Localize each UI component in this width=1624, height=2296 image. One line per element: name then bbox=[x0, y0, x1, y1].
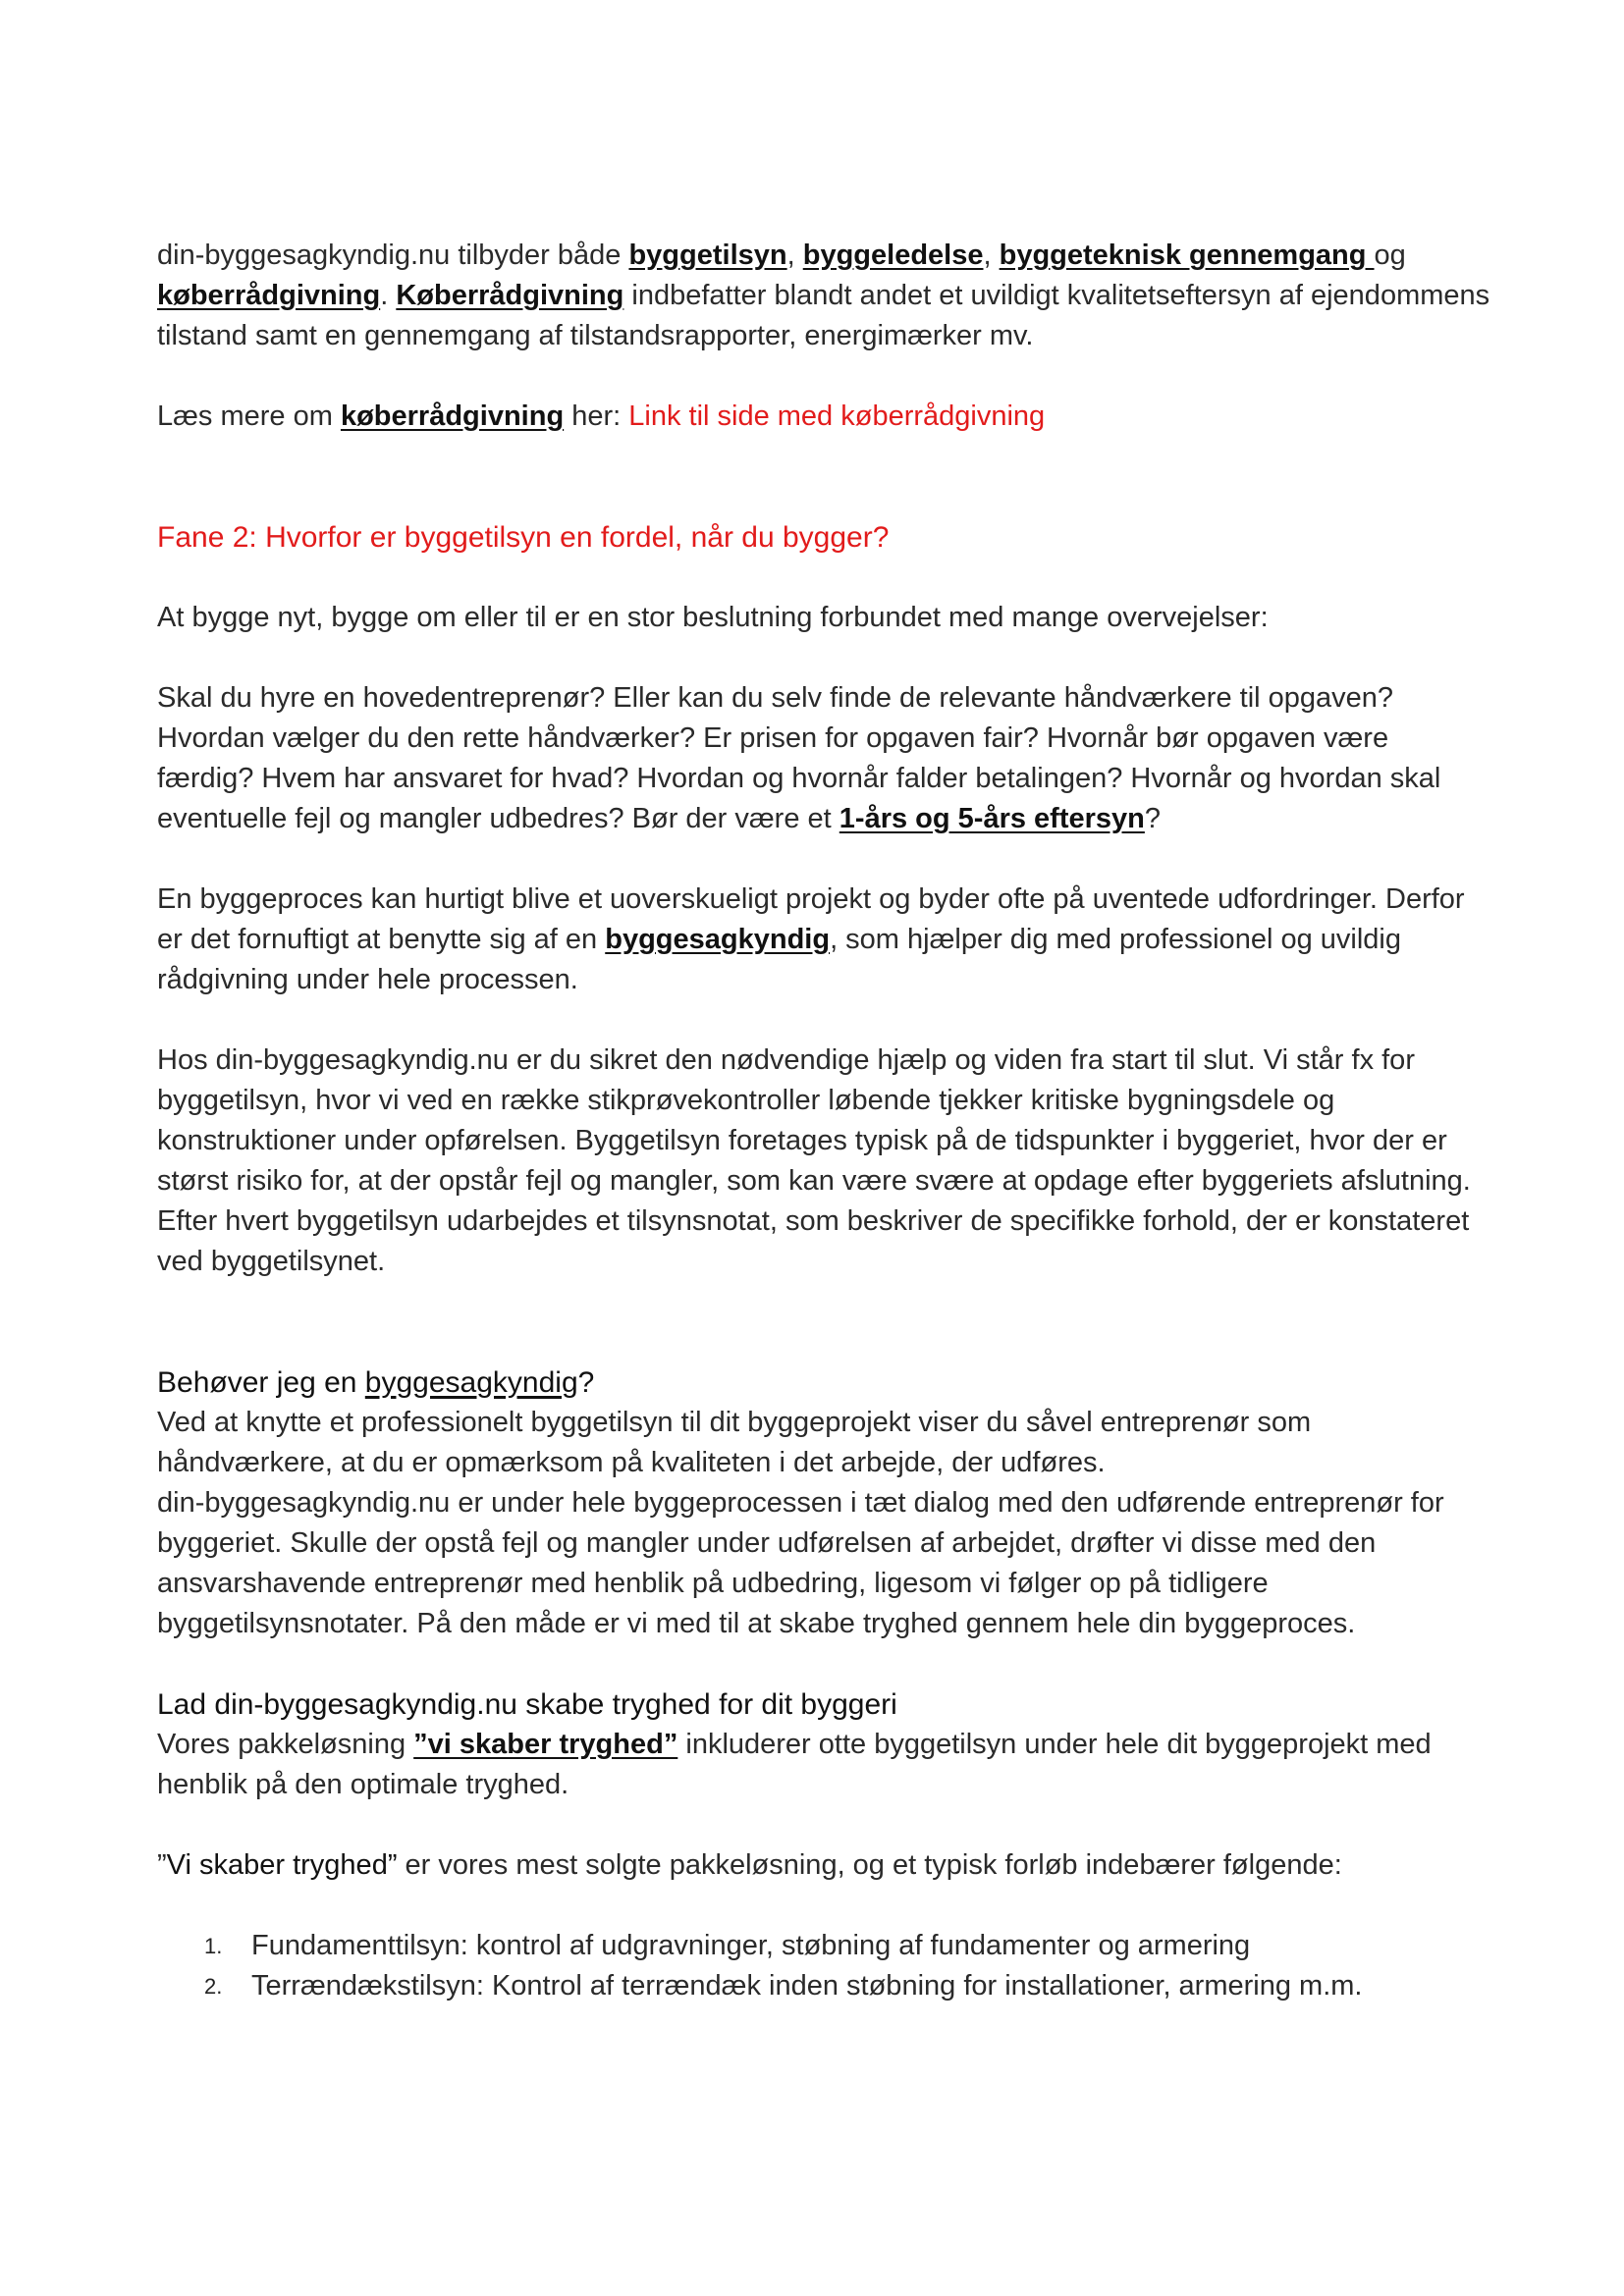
paragraph-text: ? bbox=[1144, 803, 1162, 834]
paragraph-questions bbox=[157, 678, 1492, 839]
list-item bbox=[204, 1926, 1492, 1966]
intro-comma: , bbox=[786, 240, 803, 271]
intro-paragraph bbox=[157, 236, 1492, 356]
list-number: 1. bbox=[204, 1934, 223, 1958]
intro-comma: , bbox=[983, 240, 1000, 271]
list-item-text: Fundamenttilsyn: kontrol af udgravninger, støbning af fundamenter og armering bbox=[251, 1930, 1251, 1961]
package-name: Vi skaber tryghed” bbox=[166, 1849, 398, 1881]
paragraph-pakkeloesning bbox=[157, 1725, 1492, 1805]
intro-text: din-byggesagkyndig.nu tilbyder både bbox=[157, 240, 629, 271]
paragraph: din-byggesagkyndig.nu er under hele byggeprocessen i tæt dialog med den udførende entreprenør for byggeriet. Skulle der opstå fejl og mangler under udførelsen af arbejdet, drøfter vi disse med den ansvarshavende entreprenør med henblik på udbedring, ligesom vi følger op på tidligere byggetilsynsnotater. På den måde er vi med til at skabe tryghed gennem hele din byggeproces. bbox=[157, 1487, 1444, 1639]
paragraph: Hos din-byggesagkyndig.nu er du sikret den nødvendige hjælp og viden fra start til slut. Vi står fx for byggetilsyn, hvor vi ved en række stikprøvekontroller løbende tjekker kritiske bygningsdele og konstruktioner under opførelsen. Byggetilsyn foretages typisk på de tidspunkter i byggeriet, hvor der er størst risiko for, at der opstår fejl og mangler, som kan være svære at opdage efter byggeriets afslutning. bbox=[157, 1044, 1471, 1197]
read-more-line bbox=[157, 397, 1492, 437]
paragraph: Efter hvert byggetilsyn udarbejdes et tilsynsnotat, som beskriver de specifikke forhold, der er konstateret ved byggetilsynet. bbox=[157, 1205, 1470, 1277]
quote-mark: ” bbox=[157, 1849, 167, 1881]
heading-text: Behøver jeg en bbox=[157, 1366, 365, 1399]
paragraph-text: Skal du hyre en hovedentreprenør? Eller kan du selv finde de relevante håndværkere til opgaven? Hvordan vælger du den rette håndværker? Er prisen for opgaven fair? Hvornår bør opgaven være færdig? Hvem har ansvaret for hvad? Hvordan og hvornår falder betalingen? Hvornår og hvordan skal eventuelle fejl og mangler udbedres? Bør der være et bbox=[157, 682, 1441, 834]
paragraph-text: er vores mest solgte pakkeløsning, og et typisk forløb indebærer følgende: bbox=[397, 1849, 1342, 1881]
paragraph-text: , som hjælper dig med professionel og uvildig rådgivning under hele processen. bbox=[157, 924, 1401, 995]
link-eftersyn[interactable]: 1-års og 5-års eftersyn bbox=[839, 803, 1145, 834]
link-vi-skaber-tryghed[interactable]: ”vi skaber tryghed” bbox=[413, 1729, 678, 1760]
section-heading-behoever bbox=[157, 1362, 1492, 1403]
link-koeberraadgivning-readmore[interactable]: køberrådgivning bbox=[340, 400, 565, 432]
read-more-text: her: bbox=[564, 400, 629, 432]
list-item bbox=[204, 1966, 1492, 2006]
paragraph-byggeproces bbox=[157, 880, 1492, 1000]
link-byggeteknisk-gennemgang[interactable]: byggeteknisk gennemgang bbox=[999, 240, 1375, 271]
intro-text: indbefatter blandt andet et uvildigt kvalitetseftersyn af ejendommens tilstand samt en gennemgang af tilstandsrapporter, energimærker mv. bbox=[157, 280, 1490, 351]
placeholder-link-note: Link til side med køberrådgivning bbox=[628, 400, 1046, 432]
section-heading-fane-2: Fane 2: Hvorfor er byggetilsyn en fordel, når du bygger? bbox=[157, 521, 890, 554]
link-byggesagkyndig-heading[interactable]: byggesagkyndig bbox=[364, 1366, 578, 1399]
link-byggetilsyn[interactable]: byggetilsyn bbox=[628, 240, 787, 271]
document-page bbox=[157, 236, 1492, 2006]
section-heading-tryghed: Lad din-byggesagkyndig.nu skabe tryghed for dit byggeri bbox=[157, 1688, 897, 1721]
paragraph-text: En byggeproces kan hurtigt blive et uoverskueligt projekt og byder ofte på uventede udfordringer. Derfor er det fornuftigt at benytte sig af en bbox=[157, 883, 1465, 955]
intro-text: og bbox=[1374, 240, 1406, 271]
steps-list bbox=[157, 1926, 1492, 2006]
paragraph: At bygge nyt, bygge om eller til er en stor beslutning forbundet med mange overvejelser: bbox=[157, 602, 1269, 633]
list-number: 2. bbox=[204, 1974, 223, 1999]
link-koeberraadgivning[interactable]: køberrådgivning bbox=[157, 280, 381, 311]
paragraph-text: inkluderer otte byggetilsyn under hele dit byggeprojekt med henblik på den optimale tryghed. bbox=[157, 1729, 1432, 1800]
paragraph-text: Vores pakkeløsning bbox=[157, 1729, 414, 1760]
read-more-text: Læs mere om bbox=[157, 400, 341, 432]
paragraph-forloeb bbox=[157, 1845, 1492, 1886]
link-koeberraadgivning-2[interactable]: Køberrådgivning bbox=[396, 280, 624, 311]
paragraph: Ved at knytte et professionelt byggetilsyn til dit byggeprojekt viser du såvel entreprenør som håndværkere, at du er opmærksom på kvaliteten i det arbejde, der udføres. bbox=[157, 1407, 1312, 1478]
link-byggeledelse[interactable]: byggeledelse bbox=[802, 240, 984, 271]
list-item-text: Terrændækstilsyn: Kontrol af terrændæk inden støbning for installationer, armering m.m. bbox=[251, 1970, 1363, 2002]
heading-text: ? bbox=[577, 1366, 595, 1399]
intro-text: . bbox=[380, 280, 397, 311]
link-byggesagkyndig[interactable]: byggesagkyndig bbox=[605, 924, 831, 955]
